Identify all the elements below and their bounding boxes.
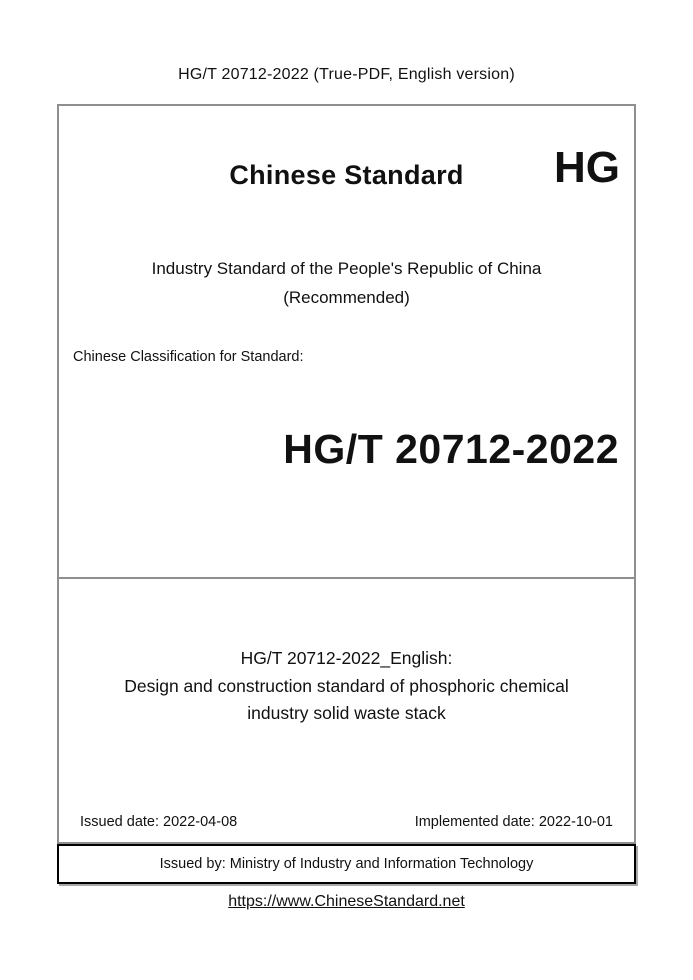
standard-code: HG/T 20712-2022 <box>283 426 619 472</box>
english-title-line-1: HG/T 20712-2022_English: <box>240 648 453 668</box>
english-title-line-2: Design and construction standard of phosphoric chemical <box>124 675 569 696</box>
page-header-title: HG/T 20712-2022 (True-PDF, English version) <box>178 66 515 83</box>
english-title-line-3: industry solid waste stack <box>247 703 446 723</box>
subtitle-line-1: Industry Standard of the People's Republic of China <box>151 259 542 278</box>
implemented-date: Implemented date: 2022-10-01 <box>414 814 613 830</box>
english-title-block <box>59 645 634 728</box>
cover-subtitle <box>59 254 634 312</box>
cover-box <box>57 104 636 844</box>
dates-row <box>59 814 634 830</box>
subtitle-line-2: (Recommended) <box>283 288 410 307</box>
cover-top-section <box>59 106 634 579</box>
issued-date: Issued date: 2022-04-08 <box>80 814 238 830</box>
classification-label: Chinese Classification for Standard: <box>73 349 304 365</box>
footer-link[interactable]: https://www.ChineseStandard.net <box>228 893 465 910</box>
issuer-box <box>57 844 636 884</box>
cover-bottom-section <box>59 579 634 842</box>
hg-logo: HG <box>554 143 620 192</box>
issuer-text: Issued by: Ministry of Industry and Information Technology <box>159 856 534 872</box>
cover-title: Chinese Standard <box>229 160 464 190</box>
